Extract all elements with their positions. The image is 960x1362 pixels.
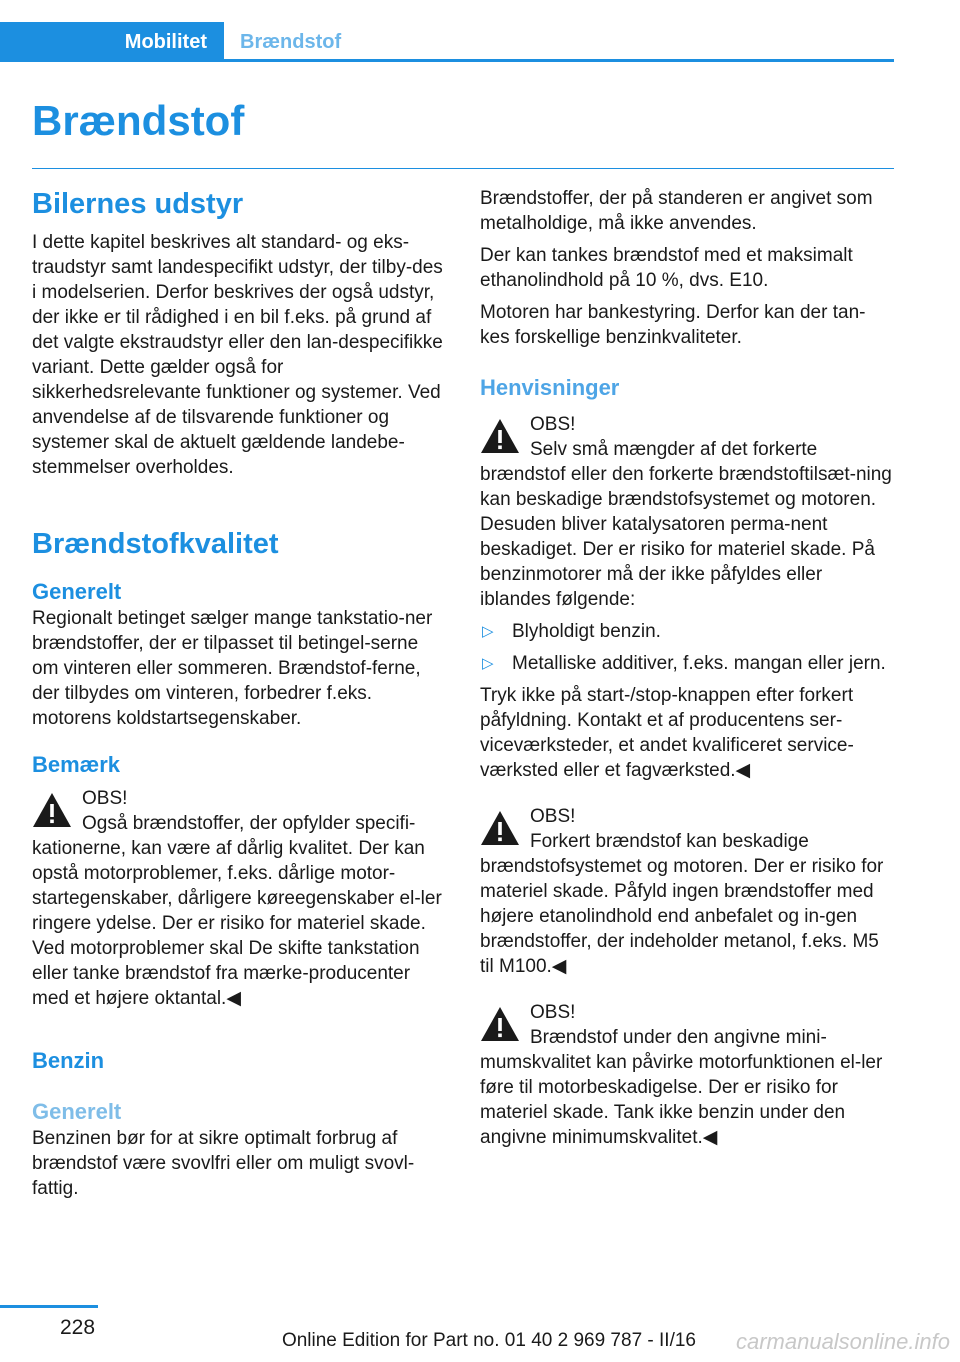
warning-triangle-icon: [32, 792, 72, 829]
paragraph-udstyr: I dette kapitel beskrives alt standard- og eks-traudstyr samt landespecifikt udstyr, der tilby-des i modelserien. Derfor beskrives der også udstyr, der ikke er til rådighed i en bil f.eks. på grund af det valgte ekstraudstyr eller den lan-despecifikke variant. Dette gælder også for sikkerhedsrelevante funktioner og systemer. Ved anvendelse af de tilsvarende funktioner og systemer skal de aktuelt gældende landebe-stemmelser overholdes.: [32, 232, 443, 478]
warning-body: Forkert brændstof kan beskadige brændstofsystemet og motoren. Der er risiko for materiel skade. Påfyld ingen brændstoffer med højere etanolindhold end anbefalet og in-gen brændstoffer, der indeholder metanol, f.eks. M5 til M100.◀: [480, 831, 884, 977]
header-bar: [0, 0, 894, 62]
subheading-generelt: Generelt: [32, 579, 122, 604]
subheading-bemaerk: Bemærk: [32, 752, 121, 777]
section-heading-bilernes-udstyr: Bilernes udstyr: [32, 188, 244, 220]
paragraph-generelt: Regionalt betinget sælger mange tankstatio-ner brændstoffer, der er tilpasset til betingel-serne om vinteren eller sommeren. Brændstof-ferne, der tilbydes om vinteren, forbedrer f.eks. motorens koldstartsegenskaber.: [32, 608, 433, 729]
warning-title: OBS!: [530, 1002, 576, 1023]
triangle-bullet-icon: ▷: [482, 655, 494, 672]
online-edition-text: Online Edition for Part no. 01 40 2 969 787 - II/16: [281, 1330, 696, 1351]
title-rule: [32, 168, 894, 169]
paragraph-ethanol: Der kan tankes brændstof med et maksimalt ethanolindhold på 10 %, dvs. E10.: [480, 245, 853, 291]
warning-triangle-icon: [480, 1006, 520, 1043]
warning-box: [32, 786, 447, 1011]
left-column: [32, 186, 447, 1201]
tab-mobilitet[interactable]: Mobilitet: [0, 22, 224, 62]
paragraph-metalholdige: Brændstoffer, der på standeren er angivet som metalholdige, må ikke anvendes.: [480, 188, 873, 234]
right-column: [480, 186, 895, 1150]
warning-title: OBS!: [530, 414, 576, 435]
warning-triangle-icon: [480, 810, 520, 847]
list-item: ▷ Metalliske additiver, f.eks. mangan eller jern.: [482, 653, 886, 674]
paragraph-bankestyring: Motoren har bankestyring. Derfor kan der tan-kes forskellige benzinkvaliteter.: [480, 302, 866, 348]
page-number: 228: [60, 1316, 96, 1339]
bullet-list: [480, 619, 895, 676]
warning-title: OBS!: [82, 788, 128, 809]
watermark: carmanualsonline.info: [735, 1329, 950, 1354]
warning-box: [480, 412, 895, 612]
subheading-benzin-generelt: Generelt: [32, 1099, 122, 1124]
warning-title: OBS!: [530, 806, 576, 827]
warning-body: Brændstof under den angivne mini-mumskvalitet kan påvirke motorfunktionen el-ler føre til motorbeskadigelse. Der er risiko for materiel skade. Tank ikke benzin under den angivne minimumskvalitet.◀: [480, 1027, 883, 1148]
subheading-benzin: Benzin: [32, 1048, 105, 1073]
tab-braendstof[interactable]: Brændstof: [240, 31, 342, 53]
warning-body: Også brændstoffer, der opfylder specifi-kationerne, kan være af dårlig kvalitet. Der kan opstå motorproblemer, f.eks. dårlige motor-startegenskaber, dårligere køreegenskaber el-ler ringere ydelse. Der er risiko for materiel skade. Ved motorproblemer skal De skifte tankstation eller tanke brændstof fra mærke-producenter med et højere oktantal.◀: [32, 813, 442, 1009]
page-title: Brændstof: [32, 97, 245, 144]
triangle-bullet-icon: ▷: [482, 623, 494, 640]
warning-body: Selv små mængder af det forkerte brændstof eller den forkerte brændstoftilsæt-ning kan beskadige brændstofsystemet og motoren. Desuden bliver katalysatoren perma-nent beskadiget. Der er risiko for materiel skade. På benzinmotorer må der ikke påfyldes eller iblandes følgende:: [480, 439, 892, 610]
subheading-henvisninger: Henvisninger: [480, 375, 620, 400]
warning-triangle-icon: [480, 418, 520, 455]
footer-rule: [0, 1305, 98, 1308]
warning-box: [480, 1000, 895, 1150]
list-item: ▷ Blyholdigt benzin.: [482, 621, 661, 642]
paragraph-start-stop: Tryk ikke på start-/stop-knappen efter forkert påfyldning. Kontakt et af producentens ser-viceværksteder, et andet kvalificeret service-værksted eller et fagværksted.◀: [480, 685, 854, 781]
header-rule: [0, 59, 894, 62]
warning-box: [480, 804, 895, 979]
section-heading-braendstofkvalitet: Brændstofkvalitet: [32, 528, 279, 560]
paragraph-benzin: Benzinen bør for at sikre optimalt forbrug af brændstof være svovlfri eller om muligt svovl-fattig.: [32, 1128, 415, 1199]
